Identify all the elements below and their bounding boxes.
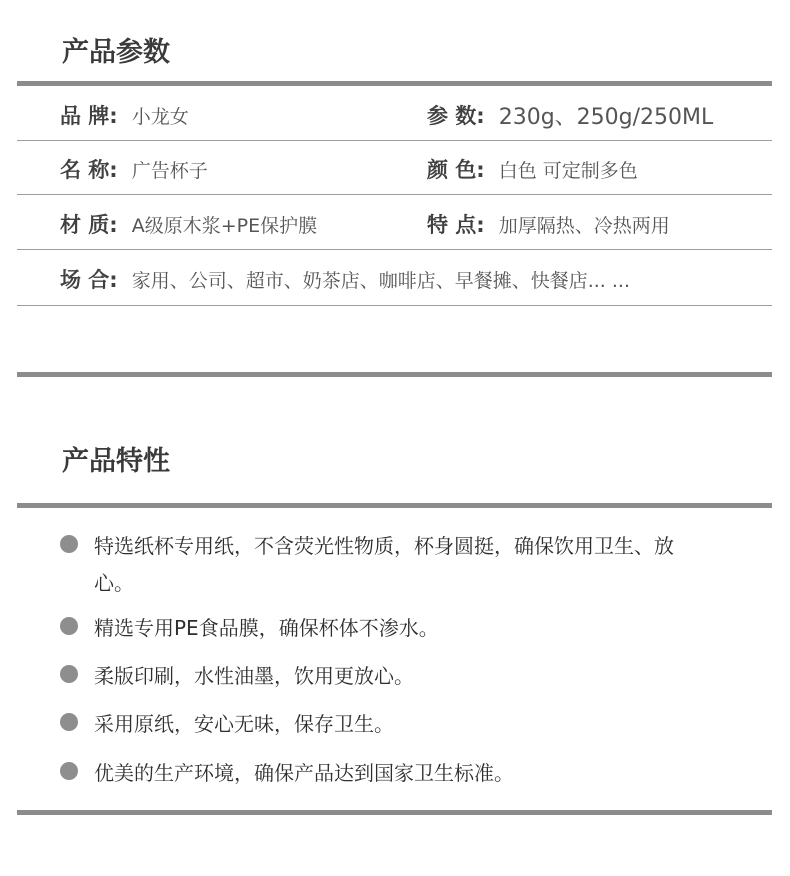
row-divider — [17, 249, 772, 250]
feature-text: 优美的生产环境，确保产品达到国家卫生标准。 — [94, 761, 514, 785]
feature-text: 特选纸杯专用纸，不含荧光性物质，杯身圆挺，确保饮用卫生、放心。 — [94, 534, 674, 595]
feature-text: 柔版印刷，水性油墨，饮用更放心。 — [94, 664, 414, 688]
spec-params — [427, 88, 713, 142]
params-section-title: 产品参数 — [62, 37, 170, 68]
feature-text: 精选专用PE食品膜，确保杯体不渗水。 — [94, 616, 439, 640]
spec-label: 特 点: — [427, 213, 485, 237]
bullet-icon — [60, 617, 78, 635]
bullet-icon — [60, 535, 78, 553]
spec-value: 230g、250g/250ML — [498, 104, 714, 130]
section-divider — [17, 372, 772, 377]
spec-label: 场 合: — [60, 268, 118, 292]
spec-row-material — [0, 197, 790, 251]
spec-value: 小龙女 — [131, 105, 189, 128]
spec-feature — [427, 197, 670, 251]
spec-label: 名 称: — [60, 158, 118, 182]
spec-material — [60, 197, 317, 251]
spec-brand — [60, 88, 189, 142]
spec-label: 参 数: — [427, 104, 485, 128]
spec-row-name — [0, 142, 790, 196]
spec-occasion — [60, 252, 630, 306]
spec-color — [427, 142, 638, 196]
row-divider — [17, 140, 772, 141]
spec-value: 白色 可定制多色 — [498, 159, 638, 182]
spec-value: A级原木浆+PE保护膜 — [131, 214, 318, 237]
bullet-icon — [60, 713, 78, 731]
spec-label: 材 质: — [60, 213, 118, 237]
spec-label: 品 牌: — [60, 104, 118, 128]
spec-value: 加厚隔热、冷热两用 — [498, 214, 670, 237]
spec-label: 颜 色: — [427, 158, 485, 182]
feature-text: 采用原纸，安心无味，保存卫生。 — [94, 712, 394, 736]
bullet-icon — [60, 762, 78, 780]
features-section-title: 产品特性 — [62, 446, 170, 477]
bottom-divider — [17, 810, 772, 815]
spec-row-occasion — [0, 252, 790, 306]
features-title-divider — [17, 503, 772, 508]
row-divider — [17, 305, 772, 306]
spec-value: 广告杯子 — [131, 159, 208, 182]
row-divider — [17, 194, 772, 195]
bullet-icon — [60, 665, 78, 683]
params-title-divider — [17, 81, 772, 86]
spec-value: 家用、公司、超市、奶茶店、咖啡店、早餐摊、快餐店... ... — [131, 269, 630, 292]
spec-name — [60, 142, 208, 196]
spec-row-brand — [0, 88, 790, 142]
